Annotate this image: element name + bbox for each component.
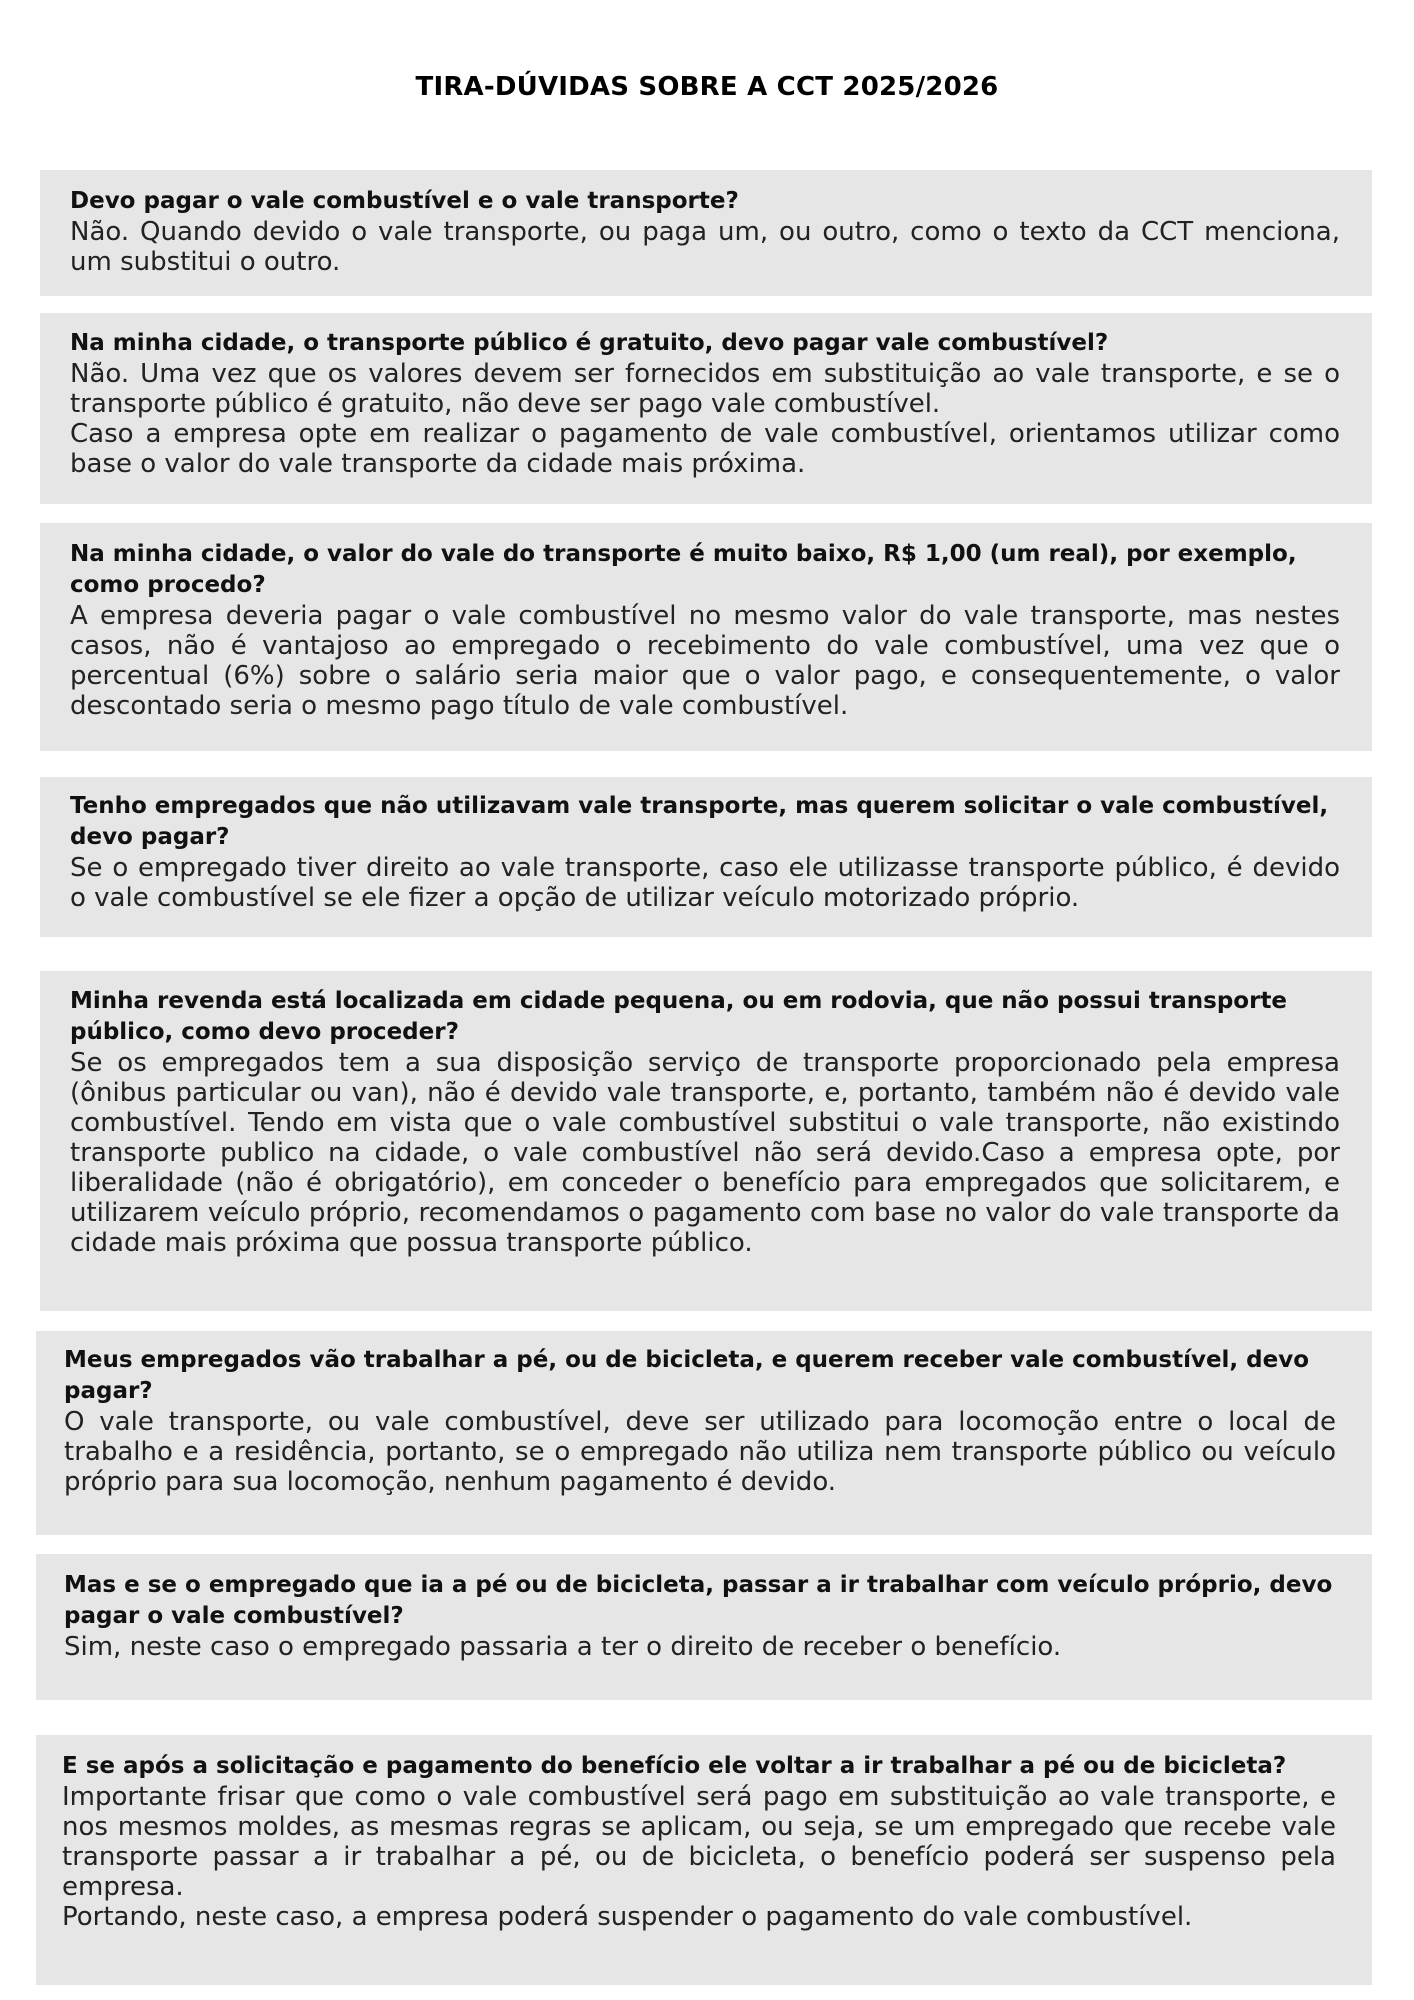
faq-answer: O vale transporte, ou vale combustível, deve ser utilizado para locomoção entre o local de trabalho e a residência, portanto, se o empregado não utiliza nem transporte público ou veículo próprio para sua locomoção, nenhum pagamento é devido. [64,1407,1336,1497]
faq-card [40,971,1372,1311]
faq-card [36,1331,1372,1535]
faq-answer: Importante frisar que como o vale combustível será pago em substituição ao vale transporte, e nos mesmos moldes, as mesmas regras se aplicam, ou seja, se um empregado que recebe vale transporte passar a ir trabalhar a pé, ou de bicicleta, o benefício poderá ser suspenso pela empresa. Portando, neste caso, a empresa poderá suspender o pagamento do vale combustível. [62,1782,1336,1932]
faq-answer: Sim, neste caso o empregado passaria a ter o direito de receber o benefício. [64,1632,1062,1662]
faq-answer: Se o empregado tiver direito ao vale transporte, caso ele utilizasse transporte público, é devido o vale combustível se ele fizer a opção de utilizar veículo motorizado próprio. [70,853,1340,913]
faq-question: Devo pagar o vale combustível e o vale transporte? [70,188,739,214]
faq-card [40,523,1372,751]
faq-answer: A empresa deveria pagar o vale combustível no mesmo valor do vale transporte, mas nestes casos, não é vantajoso ao empregado o recebimento do vale combustível, uma vez que o percentual (6%) sobre o salário seria maior que o valor pago, e consequentemente, o valor descontado seria o mesmo pago título de vale combustível. [70,601,1340,721]
faq-question: Meus empregados vão trabalhar a pé, ou de bicicleta, e querem receber vale combustível, devo pagar? [64,1347,1310,1404]
page-title: TIRA-DÚVIDAS SOBRE A CCT 2025/2026 [415,72,999,102]
faq-question: E se após a solicitação e pagamento do benefício ele voltar a ir trabalhar a pé ou de bicicleta? [62,1753,1287,1779]
faq-question: Minha revenda está localizada em cidade pequena, ou em rodovia, que não possui transporte público, como devo proceder? [70,988,1288,1045]
faq-card [40,777,1372,937]
faq-question: Na minha cidade, o valor do vale do transporte é muito baixo, R$ 1,00 (um real), por exemplo, como procedo? [70,541,1297,598]
faq-card [36,1735,1372,1985]
faq-answer: Se os empregados tem a sua disposição serviço de transporte proporcionado pela empresa (ônibus particular ou van), não é devido vale transporte, e, portanto, também não é devido vale combustível. Tendo em vista que o vale combustível substitui o vale transporte, não existindo transporte publico na cidade, o vale combustível não será devido.Caso a empresa opte, por liberalidade (não é obrigatório), em conceder o benefício para empregados que solicitarem, e utilizarem veículo próprio, recomendamos o pagamento com base no valor do vale transporte da cidade mais próxima que possua transporte público. [70,1048,1340,1258]
faq-question: Tenho empregados que não utilizavam vale transporte, mas querem solicitar o vale combustível, devo pagar? [70,793,1329,850]
faq-card [40,313,1372,504]
faq-answer: Não. Quando devido o vale transporte, ou paga um, ou outro, como o texto da CCT menciona, um substitui o outro. [70,217,1340,277]
faq-card [40,170,1372,296]
faq-card [36,1554,1372,1700]
faq-question: Na minha cidade, o transporte público é gratuito, devo pagar vale combustível? [70,330,1109,356]
faq-answer: Não. Uma vez que os valores devem ser fornecidos em substituição ao vale transporte, e se o transporte público é gratuito, não deve ser pago vale combustível. Caso a empresa opte em realizar o pagamento de vale combustível, orientamos utilizar como base o valor do vale transporte da cidade mais próxima. [70,359,1340,479]
faq-question: Mas e se o empregado que ia a pé ou de bicicleta, passar a ir trabalhar com veículo próprio, devo pagar o vale combustível? [64,1572,1333,1629]
